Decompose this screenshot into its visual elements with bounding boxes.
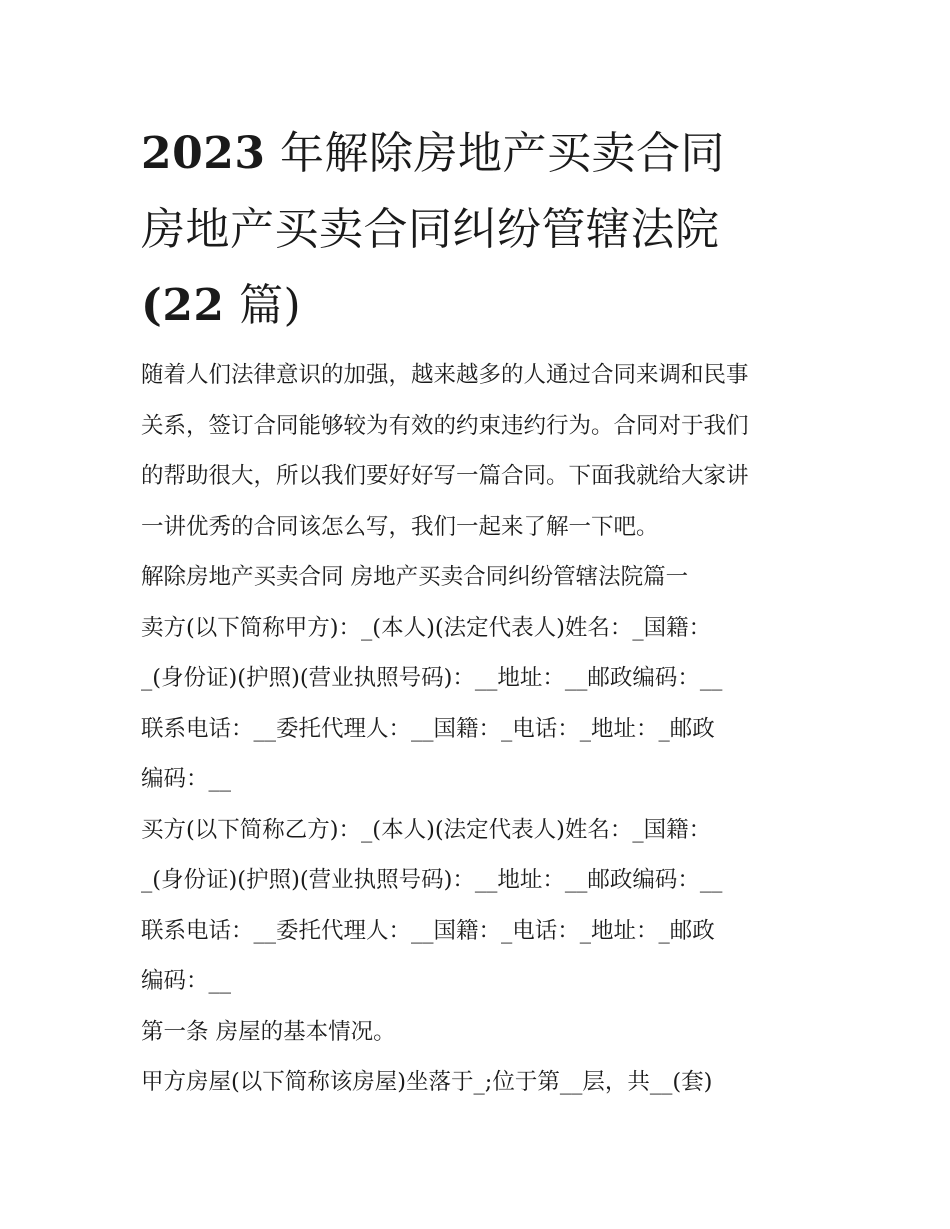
document-body bbox=[141, 350, 821, 1108]
document-title bbox=[141, 116, 821, 344]
intro-paragraph bbox=[141, 350, 821, 552]
article-1-heading: 第一条 房屋的基本情况。 bbox=[141, 1018, 396, 1045]
article-1-text: 甲方房屋(以下简称该房屋)坐落于_;位于第__层，共__(套) bbox=[141, 1069, 713, 1095]
seller-line: _(身份证)(护照)(营业执照号码)：__地址：__邮政编码：__ bbox=[141, 665, 723, 691]
intro-line: 关系，签订合同能够较为有效的约束违约行为。合同对于我们 bbox=[141, 412, 749, 439]
title-line-1-text: 年解除房地产买卖合同 bbox=[279, 128, 725, 179]
intro-line: 的帮助很大，所以我们要好好写一篇合同。下面我就给大家讲 bbox=[141, 463, 749, 489]
title-year: 2023 bbox=[141, 128, 266, 179]
document-page bbox=[141, 116, 821, 1108]
seller-line: 编码：__ bbox=[141, 766, 232, 792]
buyer-line: 编码：__ bbox=[141, 968, 232, 994]
title-line-2: 房地产买卖合同纠纷管辖法院 bbox=[141, 204, 720, 255]
seller-line: 卖方(以下简称甲方)：_(本人)(法定代表人)姓名：_国籍： bbox=[141, 614, 712, 641]
title-count: (22 bbox=[141, 280, 225, 331]
intro-line: 随着人们法律意识的加强，越来越多的人通过合同来调和民事 bbox=[141, 362, 749, 388]
title-line-1 bbox=[141, 116, 821, 192]
intro-line: 一讲优秀的合同该怎么写，我们一起来了解一下吧。 bbox=[141, 513, 659, 540]
title-line-3 bbox=[141, 268, 821, 344]
seller-line: 联系电话：__委托代理人：__国籍：_电话：_地址：_邮政 bbox=[141, 715, 715, 742]
title-line-3-text: 篇) bbox=[239, 280, 302, 331]
buyer-info-paragraph bbox=[141, 805, 821, 1007]
section-heading: 解除房地产买卖合同 房地产买卖合同纠纷管辖法院篇一 bbox=[141, 564, 689, 590]
buyer-line: 买方(以下简称乙方)：_(本人)(法定代表人)姓名：_国籍： bbox=[141, 816, 712, 843]
buyer-line: 联系电话：__委托代理人：__国籍：_电话：_地址：_邮政 bbox=[141, 917, 715, 944]
buyer-line: _(身份证)(护照)(营业执照号码)：__地址：__邮政编码：__ bbox=[141, 867, 723, 893]
seller-info-paragraph bbox=[141, 603, 821, 805]
